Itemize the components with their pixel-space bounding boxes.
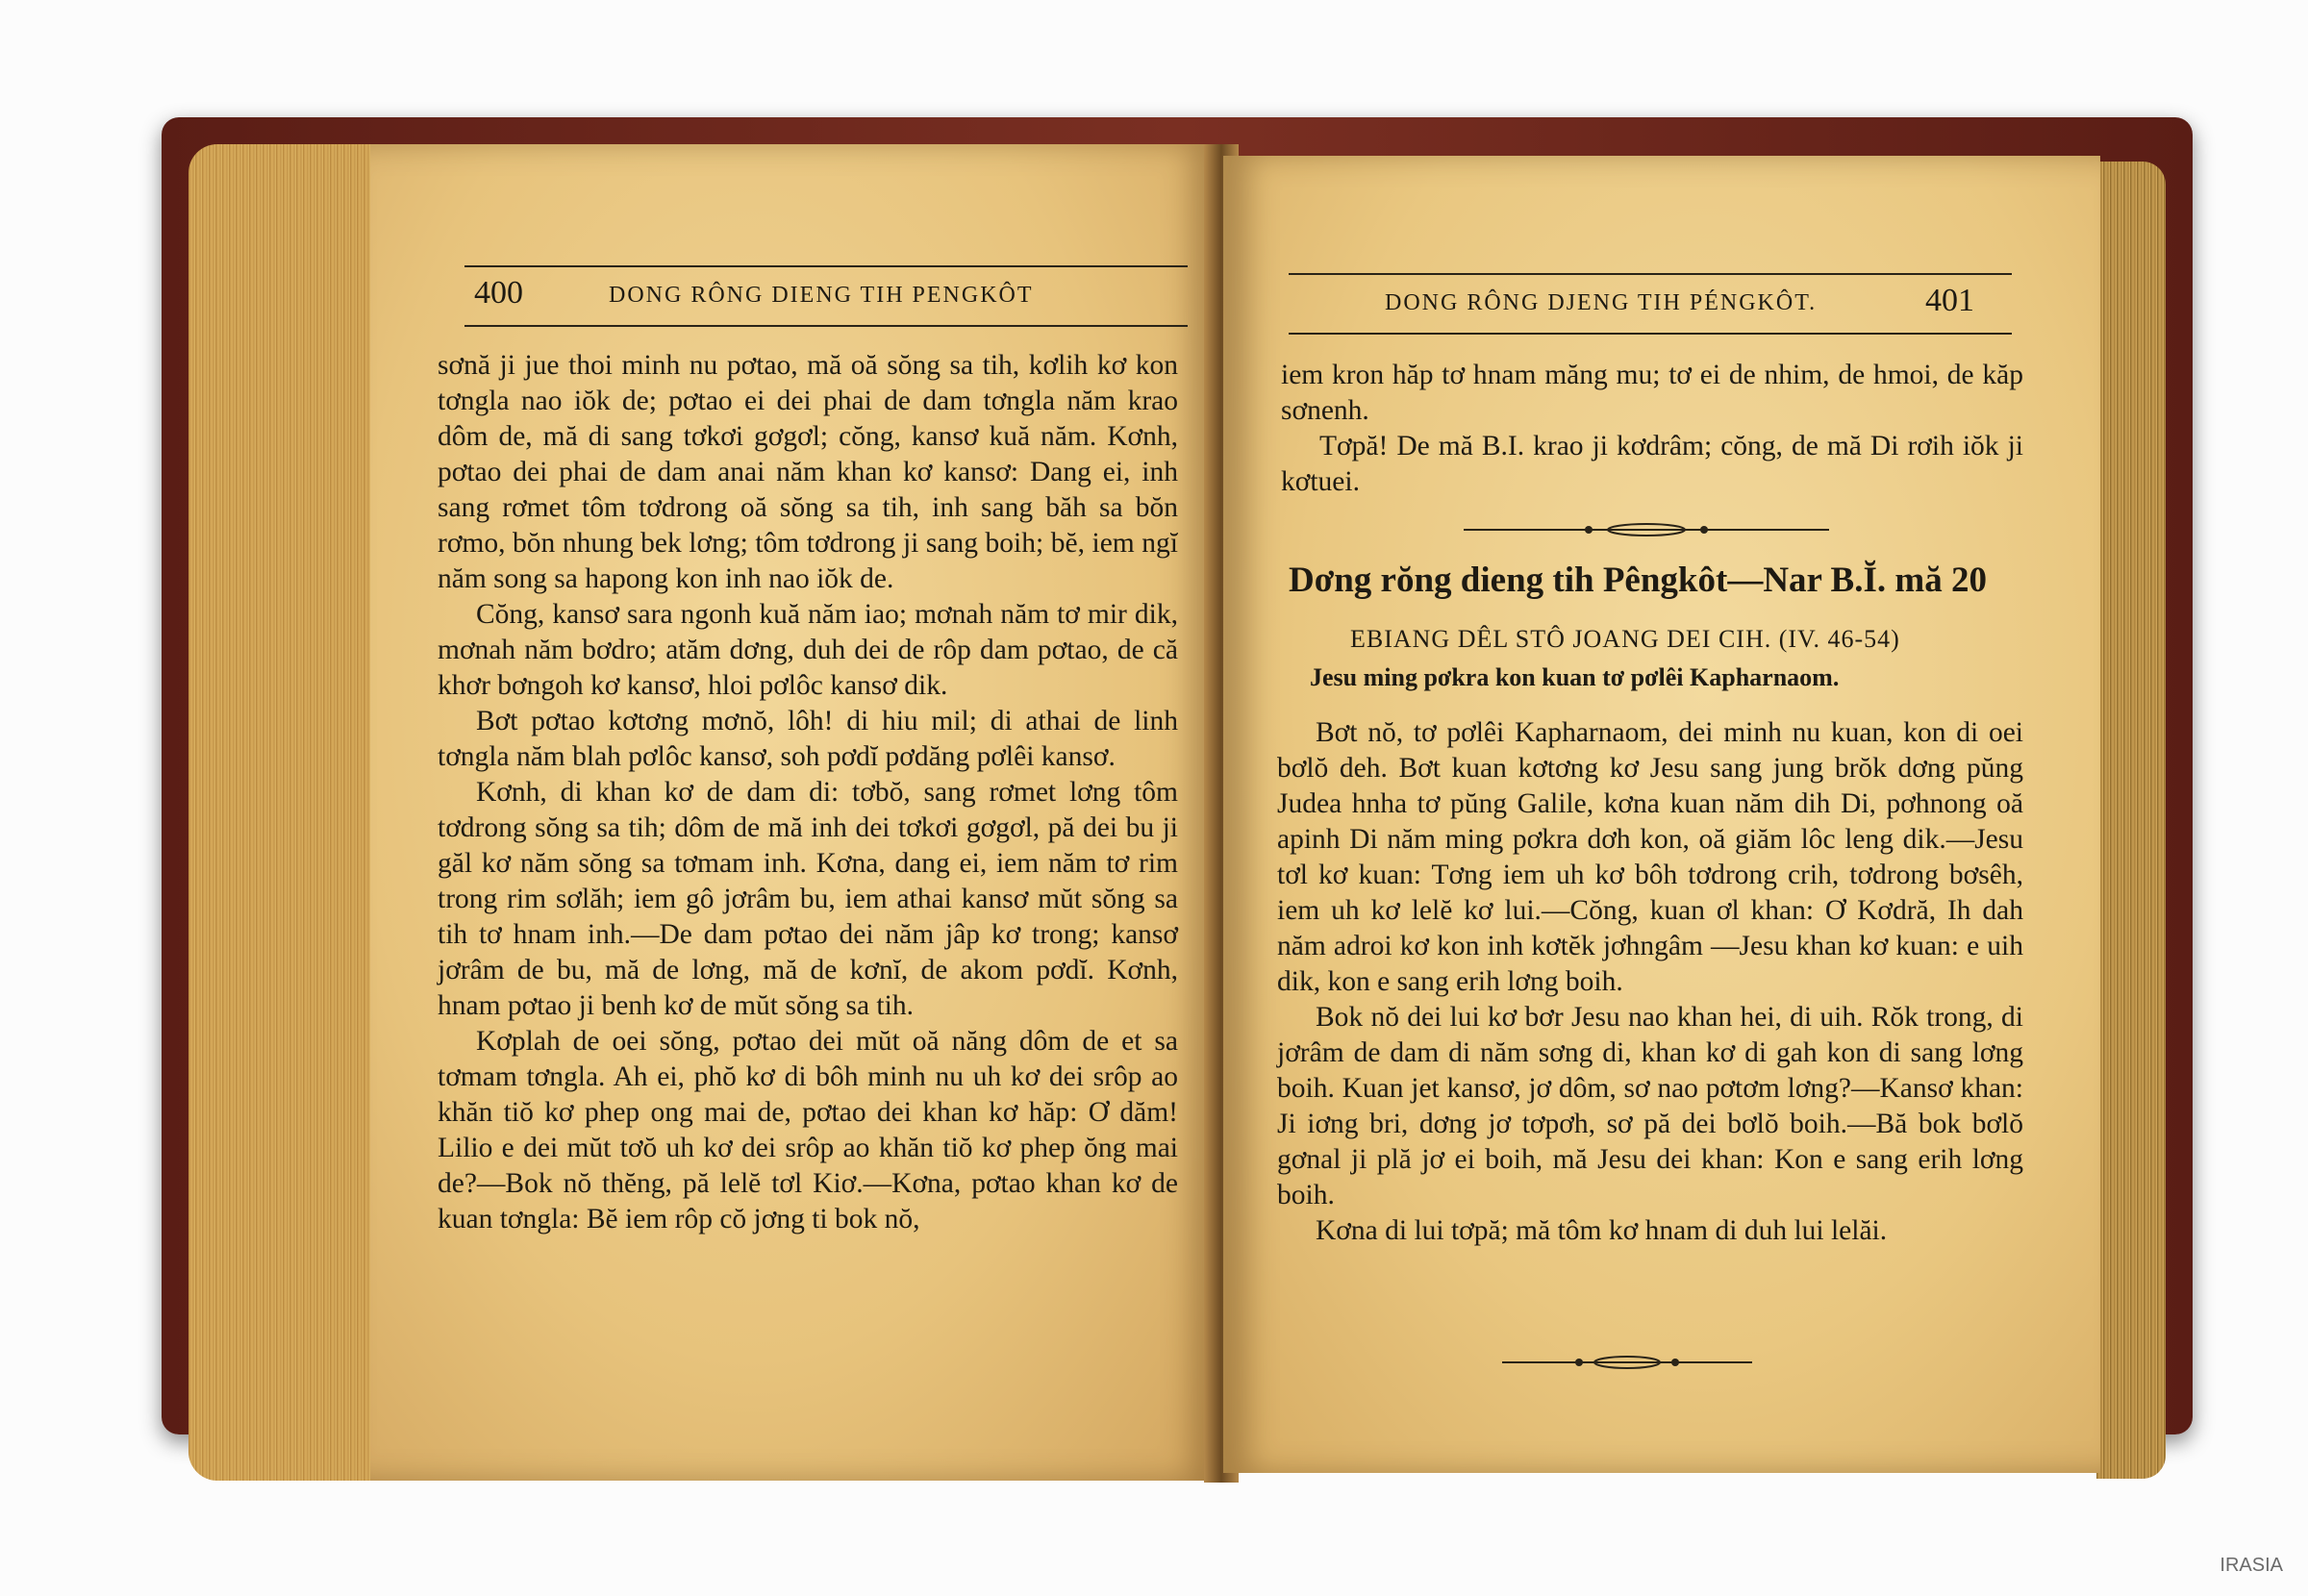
left-fore-edge	[188, 144, 381, 1481]
right-paragraph: Bơt nŏ, tơ pơlêi Kapharnaom, dei minh nu kuan, kon di oei bơlŏ deh. Bơt kuan kơtơng kơ Jesu sang jung brŏk dơng pŭng Judea hnha tơ pŭng Galile, kơna kuan năm dih Di, pơhnong oă apinh Di năm ming pơkra dơh kon, oă giăm lôc leng dik.—Jesu tơl kơ kuan: Tơng iem uh kơ bôh tơdrong crih, tơdrong bơsêh, iem uh kơ lelĕ kơ lui.—Cŏng, kuan ơl khan: Ơ Kơdră, Ih dah năm adroi kơ kon inh kơtĕk jơhngâm —Jesu khan kơ kuan: e uih dik, kon e sang erih lơng boih.	[1277, 717, 2023, 997]
right-page-body-top	[1281, 358, 2023, 500]
ornament-divider-bottom	[1502, 1352, 1752, 1373]
section-subtitle: Jesu ming pơkra kon kuan tơ pơlêi Kapharnaom.	[1310, 663, 1840, 691]
left-paragraph: Kơplah de oei sŏng, pơtao dei mŭt oă năng dôm de et sa tơmam tơngla. Ah ei, phŏ kơ di bôh minh nu uh kơ dei srôp ao khăn tiŏ kơ phep ong mai de, pơtao dei khan kơ hăp: Ơ dăm! Lilio e dei mŭt tơŏ uh kơ dei srôp ao khăn tiŏ kơ phep ŏng mai de?—Bok nŏ thĕng, pă lelĕ tơl Kiơ.—Kơna, pơtao khan kơ de kuan tơngla: Bĕ iem rôp cŏ jơng ti bok nŏ,	[438, 1026, 1178, 1234]
left-page-header	[464, 265, 1188, 327]
ornament-divider-top	[1464, 519, 1829, 540]
right-running-head: DONG RÔNG DJENG TIH PÉNGKÔT.	[1385, 290, 1818, 315]
left-paragraph: Bơt pơtao kơtơng mơnŏ, lôh! di hiu mil; di athai de linh tơngla năm blah pơlôc kansơ, soh pơdĭ pơdăng pơlêi kansơ.	[438, 706, 1178, 772]
watermark: IRASIA	[2220, 1555, 2283, 1576]
left-paragraph: sơnă ji jue thoi minh nu pơtao, mă oă sŏng sa tih, kơlih kơ kon tơngla nao iŏk de; pơtao ei dei phai de dam tơngla năm krao dôm de, mă di sang tơkơi gơgơl; cŏng, kansơ kuă năm. Kơnh, pơtao dei phai de dam anai năm khan kơ kansơ: Dang ei, inh sang rơmet tôm tơdrong oă sŏng sa tih, inh sang băh sa bŏn rơmo, bŏn nhung bek lơng; tôm tơdrong ji sang boih; bĕ, iem ngĭ năm song sa hapong kon inh nao iŏk de.	[438, 350, 1178, 594]
right-paragraph: Tơpă! De mă B.I. krao ji kơdrâm; cŏng, de mă Di rơih iŏk ji kơtuei.	[1281, 431, 2023, 497]
left-paragraph: Cŏng, kansơ sara ngonh kuă năm iao; mơnah năm tơ mir dik, mơnah năm bơdro; atăm dơng, duh dei de rôp dam pơtao, de că khơr bơngoh kơ kansơ, hloi pơlôc kansơ dik.	[438, 599, 1178, 701]
right-paragraph: Bok nŏ dei lui kơ bơr Jesu nao khan hei, di uih. Rŏk trong, di jơrâm de dam di năm sơng di, khan kơ di gah kon di sang lơng boih. Kuan jet kansơ, jơ dôm, sơ nao pơtơm lơng?—Kansơ khan: Ji iơng bri, dơng jơ tơpơh, sơ pă dei bơlŏ boih.—Bă bok bơlŏ gơnal ji plă jơ ei boih, mă Jesu dei khan: Kon e sang erih lơng boih.	[1277, 1002, 2023, 1210]
left-running-head: DONG RÔNG DIENG TIH PENGKÔT	[609, 283, 1034, 308]
left-page	[370, 144, 1217, 1481]
right-page-body-bottom	[1277, 715, 2023, 1249]
right-page-number: 401	[1925, 283, 1974, 318]
gospel-reference: EBIANG DÊL STÔ JOANG DEI CIH. (IV. 46-54)	[1350, 625, 1900, 653]
section-title: Dơng rŏng dieng tih Pêngkôt—Nar B.Ĭ. mă 20	[1289, 561, 1987, 600]
left-page-body	[438, 348, 1178, 1237]
right-page	[1223, 156, 2100, 1473]
right-paragraph: Kơna di lui tơpă; mă tôm kơ hnam di duh lui lelăi.	[1316, 1215, 1888, 1246]
left-page-number: 400	[474, 275, 523, 311]
left-paragraph: Kơnh, di khan kơ de dam di: tơbŏ, sang rơmet lơng tôm tơdrong sŏng sa tih; dôm de mă inh dei tơkơi gơgơl, pă dei bu ji găl kơ năm sŏng sa tơmam inh. Kơna, dang ei, iem năm tơ rim trong rim sơlăh; iem gô jơrâm bu, iem athai kansơ mŭt sŏng sa tih tơ hnam inh.—De dam pơtao dei năm jâp kơ trong; kansơ jơrâm de bu, mă de lơng, mă de kơnĭ, de akom pơdĭ. Kơnh, hnam pơtao ji benh kơ de mŭt sŏng sa tih.	[438, 777, 1178, 1021]
right-paragraph: iem kron hăp tơ hnam măng mu; tơ ei de nhim, de hmoi, de kăp sơnenh.	[1281, 360, 2023, 426]
right-page-header	[1289, 273, 2012, 335]
right-fore-edge	[2096, 162, 2166, 1479]
